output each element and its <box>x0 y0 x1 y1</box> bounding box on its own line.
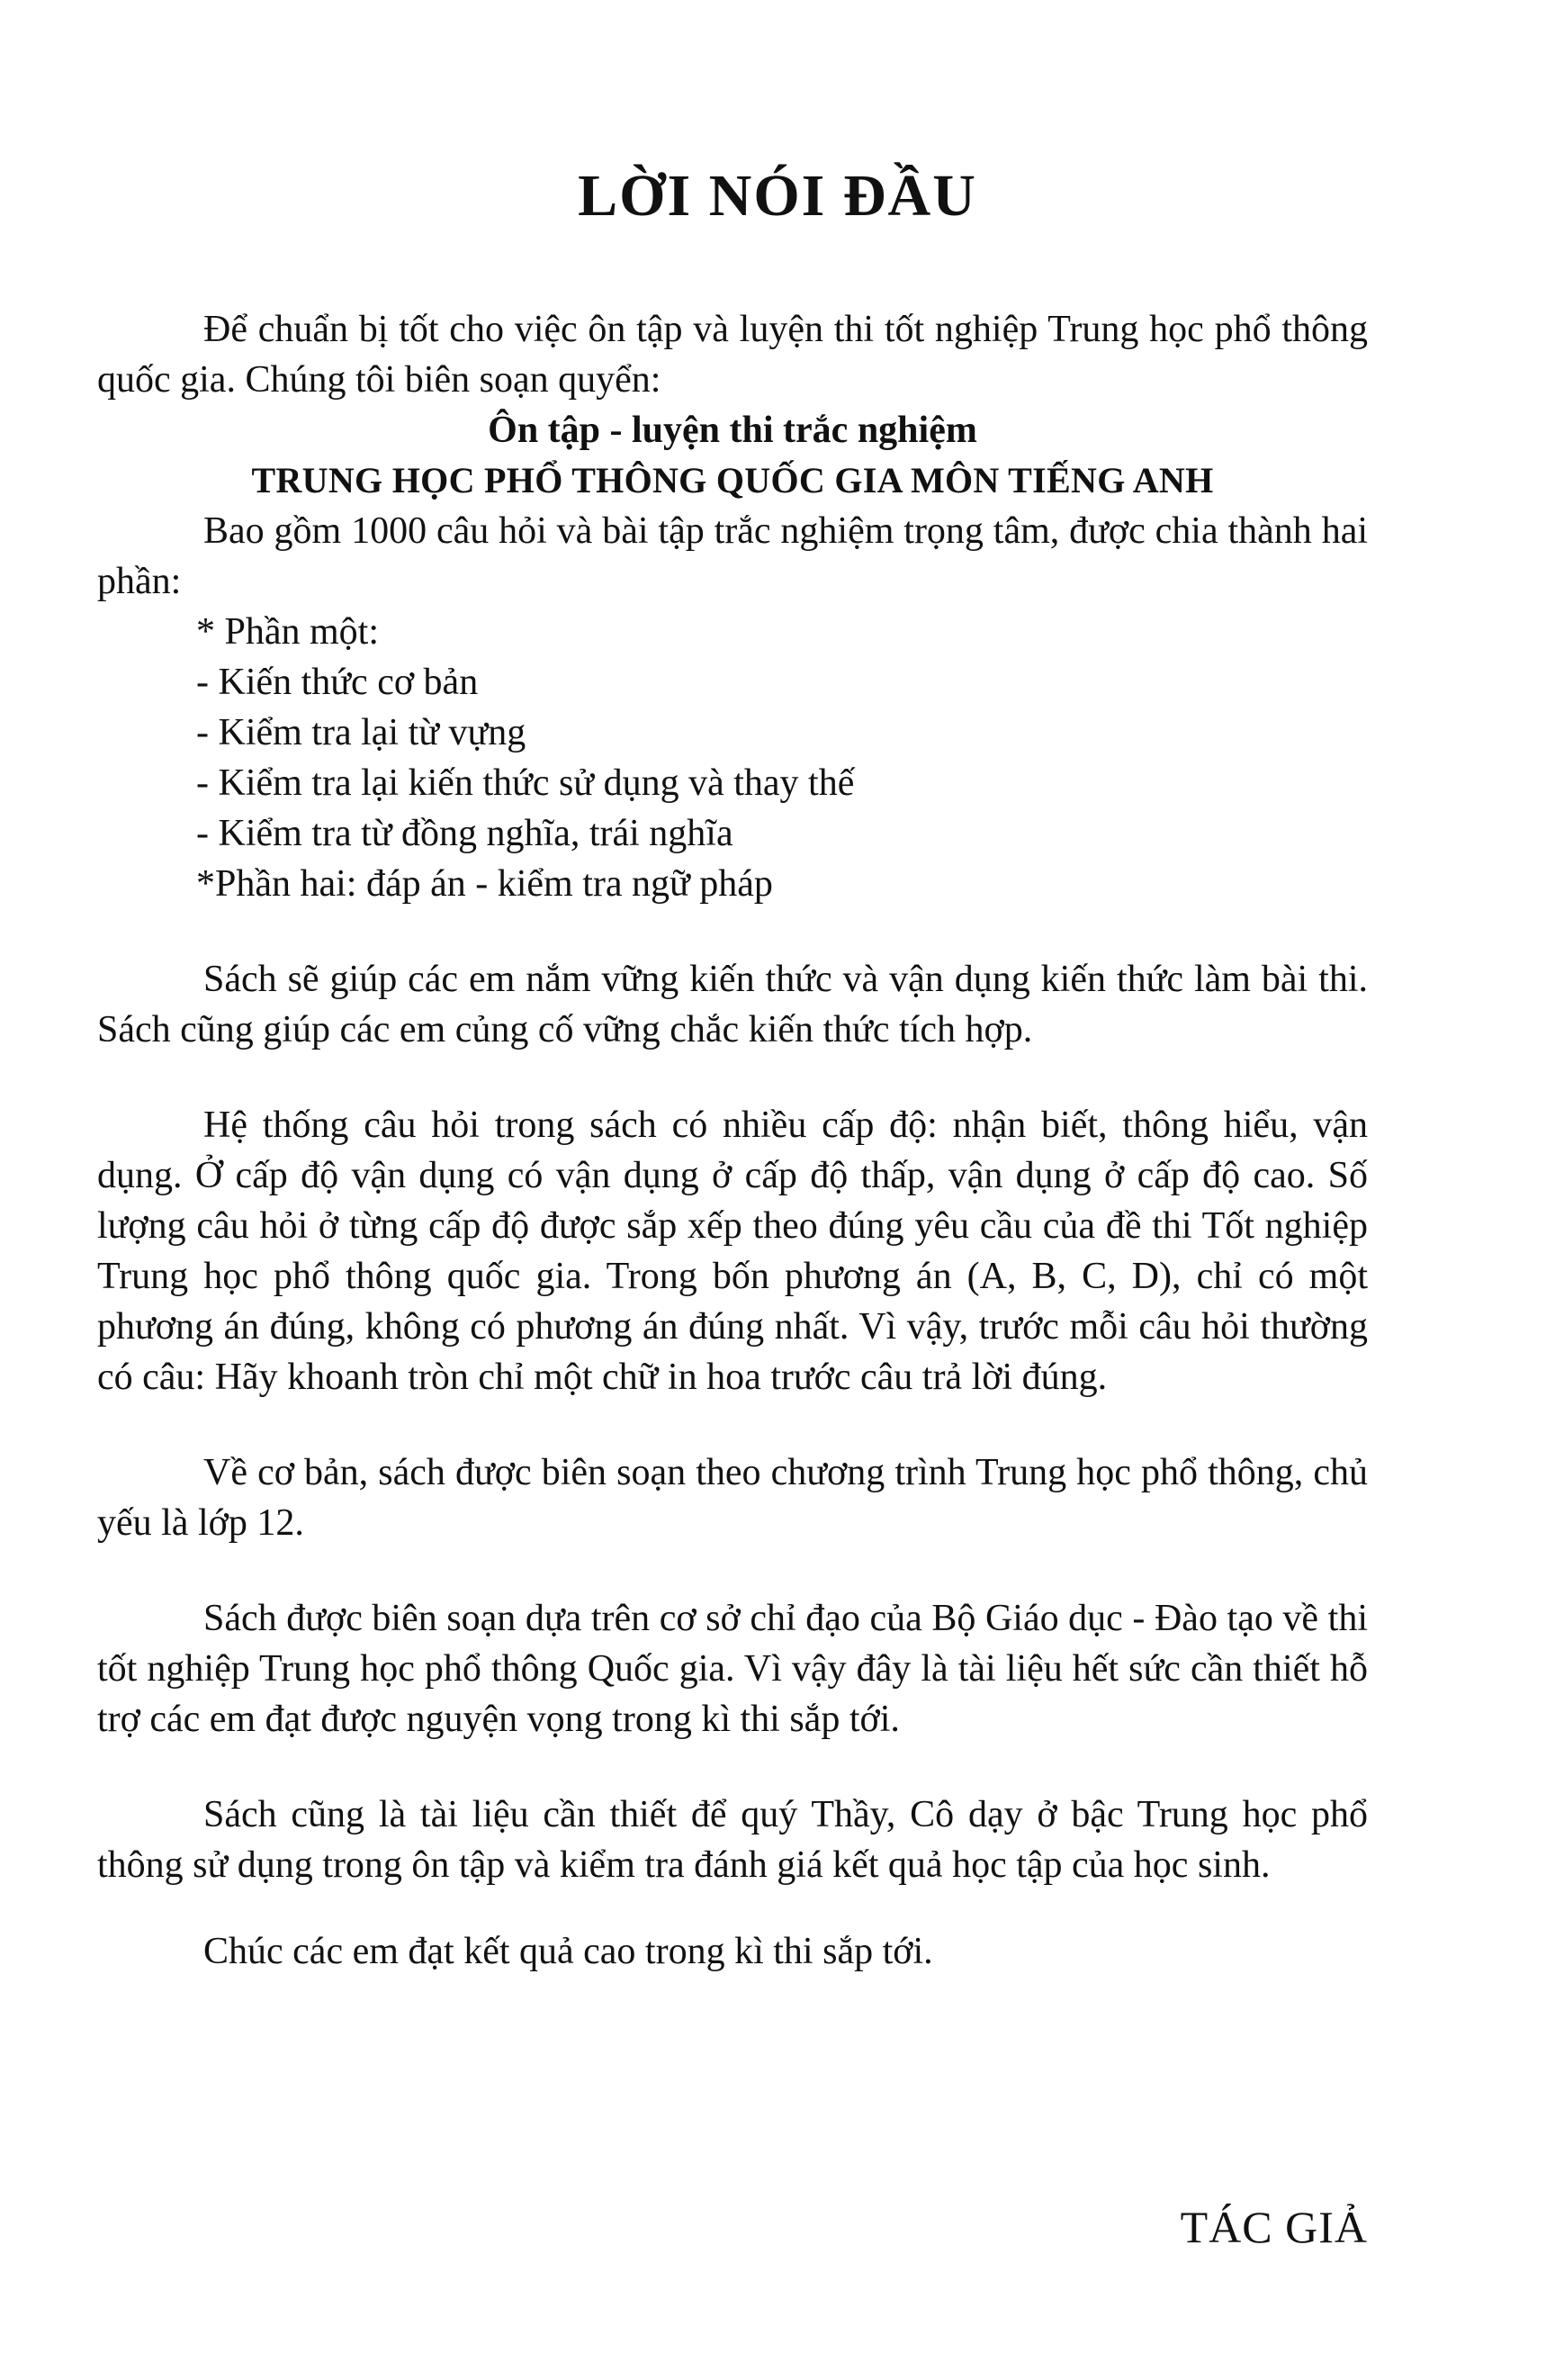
spacer <box>97 909 1368 954</box>
author-signature: TÁC GIẢ <box>1180 2202 1368 2252</box>
list-item: - Kiểm tra lại kiến thức sử dụng và thay thế <box>196 762 855 804</box>
paragraph-question-levels: Hệ thống câu hỏi trong sách có nhiều cấp độ: nhận biết, thông hiểu, vận dụng. Ở cấp độ vận dụng có vận dụng ở cấp độ thấp, vận dụng ở cấp độ cao. Số lượng câu hỏi ở từng cấp độ được sắp xếp theo đúng yêu cầu của đề thi Tốt nghiệp Trung học phổ thông quốc gia. Trong bốn phương án (A, B, C, D), chỉ có một phương án đúng, không có phương án đúng nhất. Vì vậy, trước mỗi câu hỏi thường có câu: Hãy khoanh tròn chỉ một chữ in hoa trước câu trả lời đúng. <box>97 1104 1368 1398</box>
list-item: - Kiến thức cơ bản <box>196 662 479 703</box>
part-list <box>97 607 1368 909</box>
content-paragraph: Bao gồm 1000 câu hỏi và bài tập trắc nghiệm trọng tâm, được chia thành hai phần: <box>97 510 1368 602</box>
spacer <box>97 1744 1368 1790</box>
spacer <box>97 1055 1368 1100</box>
intro-paragraph: Để chuẩn bị tốt cho việc ôn tập và luyện thi tốt nghiệp Trung học phổ thông quốc gia. Chúng tôi biên soạn quyển: <box>97 309 1368 401</box>
list-item: - Kiểm tra từ đồng nghĩa, trái nghĩa <box>196 813 733 854</box>
list-item: * Phần một: <box>196 611 380 653</box>
list-item: *Phần hai: đáp án - kiểm tra ngữ pháp <box>196 863 773 905</box>
paragraph-teachers: Sách cũng là tài liệu cần thiết để quý Thầy, Cô dạy ở bậc Trung học phổ thông sử dụng trong ôn tập và kiểm tra đánh giá kết quả học tập của học sinh. <box>97 1794 1368 1886</box>
paragraph-curriculum: Về cơ bản, sách được biên soạn theo chương trình Trung học phổ thông, chủ yếu là lớp 12. <box>97 1452 1368 1544</box>
spacer <box>97 1890 1368 1926</box>
paragraph-benefits: Sách sẽ giúp các em nắm vững kiến thức và vận dụng kiến thức làm bài thi. Sách cũng giúp các em củng cố vững chắc kiến thức tích hợp. <box>97 959 1368 1050</box>
book-title-line-1: Ôn tập - luyện thi trắc nghiệm <box>488 410 977 451</box>
page-title: LỜI NÓI ĐẦU <box>578 163 977 229</box>
preface-body <box>97 304 1368 1977</box>
spacer <box>97 1402 1368 1447</box>
book-title-line-2: TRUNG HỌC PHỔ THÔNG QUỐC GIA MÔN TIẾNG ANH <box>251 460 1214 500</box>
paragraph-closing: Chúc các em đạt kết quả cao trong kì thi sắp tới. <box>203 1931 933 1972</box>
list-item: - Kiểm tra lại từ vựng <box>196 712 526 753</box>
paragraph-ministry: Sách được biên soạn dựa trên cơ sở chỉ đạo của Bộ Giáo dục - Đào tạo về thi tốt nghiệp Trung học phổ thông Quốc gia. Vì vậy đây là tài liệu hết sức cần thiết hỗ trợ các em đạt được nguyện vọng trong kì thi sắp tới. <box>97 1598 1368 1740</box>
spacer <box>97 1548 1368 1593</box>
